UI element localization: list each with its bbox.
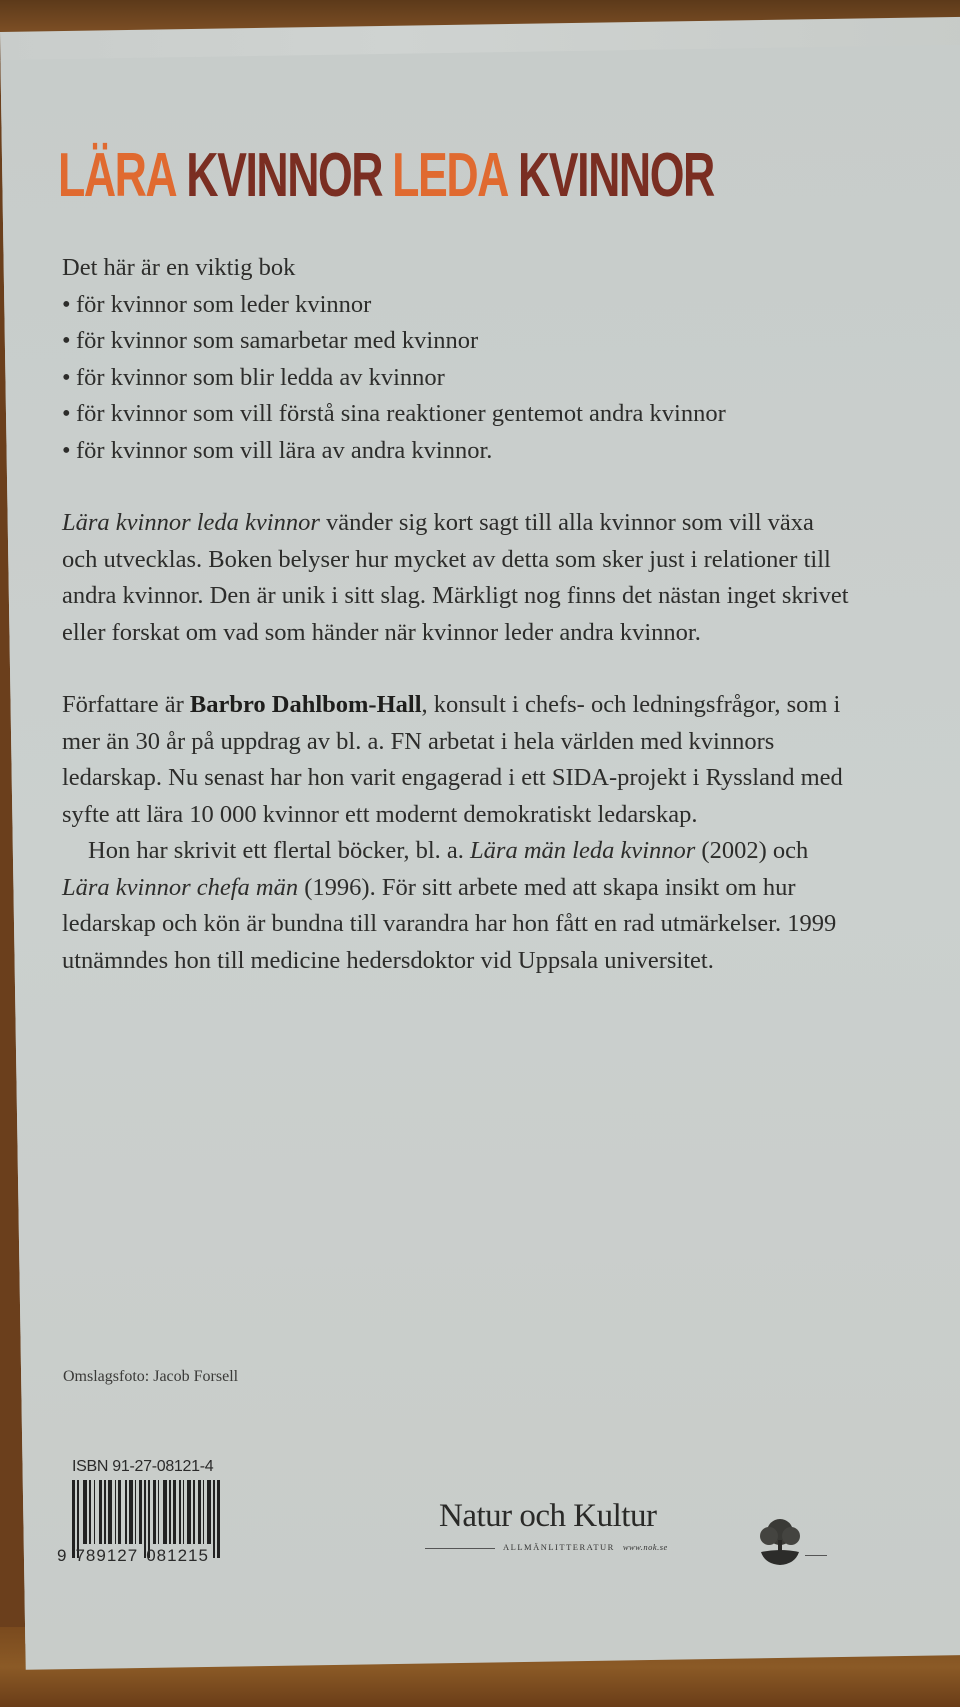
blurb-body [62, 250, 852, 979]
isbn-label: ISBN 91-27-08121-4 [72, 1458, 214, 1475]
publisher-imprint [503, 1542, 668, 1552]
title-word-leda: LEDA [392, 141, 508, 210]
books-rest: (1996). För sitt arbete med att skapa insikt om hur ledarskap och kön är bundna till varandra har hon fått en rad utmärkelser. 1999 utnämndes hon till medicine hedersdoktor vid Uppsala universitet. [62, 873, 837, 974]
book-title-italic: Lära kvinnor leda kvinnor [62, 509, 320, 536]
books-prefix: Hon har skrivit ett flertal böcker, bl. a. [88, 837, 471, 864]
barcode-digits [57, 1546, 209, 1566]
barcode-digits-right: 081215 [146, 1546, 209, 1565]
book-1-year: (2002) och [695, 837, 809, 864]
publisher-name: Natur och Kultur [439, 1498, 657, 1534]
publisher-rule-right [805, 1555, 827, 1556]
publisher-rule-left [425, 1548, 495, 1549]
list-item: • för kvinnor som leder kvinnor [62, 287, 852, 324]
barcode-digit-first: 9 [57, 1546, 68, 1565]
publisher-url: www.nok.se [622, 1542, 668, 1552]
author-books-paragraph [62, 833, 852, 979]
intro-line: Det här är en viktig bok [62, 254, 296, 281]
author-paragraph [62, 687, 852, 833]
title-word-lara: LÄRA [58, 141, 177, 210]
book-2-title: Lära kvinnor chefa män [62, 873, 299, 901]
description-text: vänder sig kort sagt till alla kvinnor som vill växa och utvecklas. Boken belyser hur mycket av detta som sker just i relationer till andra kvinnor. Den är unik i sitt slag. Märkligt nog finns det nästan inget skrivet eller forskat om vad som händer när kvinnor leder andra kvinnor. [62, 509, 849, 646]
title-word-kvinnor: KVINNOR [186, 141, 383, 210]
list-item: • för kvinnor som samarbetar med kvinnor [62, 323, 852, 360]
list-item: • för kvinnor som vill lära av andra kvinnor. [62, 433, 852, 470]
audience-list [62, 287, 852, 470]
book-title [58, 141, 724, 210]
author-prefix: Författare är [62, 691, 190, 718]
barcode-digits-left: 789127 [75, 1546, 139, 1565]
list-item: • för kvinnor som vill förstå sina reaktioner gentemot andra kvinnor [62, 396, 852, 433]
author-bio: , konsult i chefs- och ledningsfrågor, som i mer än 30 år på uppdrag av bl. a. FN arbetat i hela världen med kvinnors ledarskap. Nu senast har hon varit engagerad i ett SIDA-projekt i Ryssland med syfte att lära 10 000 kvinnor ett modernt demokratiskt ledarskap. [62, 691, 843, 828]
title-word-kvinnor-2: KVINNOR [518, 141, 714, 210]
description-paragraph [62, 505, 852, 651]
imprint-label: ALLMÄNLITTERATUR [503, 1542, 615, 1552]
tree-icon [755, 1518, 805, 1566]
book-1-title: Lära män leda kvinnor [470, 837, 696, 864]
author-name: Barbro Dahlbom-Hall [189, 691, 422, 718]
publisher-logo [425, 1498, 825, 1568]
list-item: • för kvinnor som blir ledda av kvinnor [62, 360, 852, 397]
photo-credit: Omslagsfoto: Jacob Forsell [63, 1368, 239, 1385]
